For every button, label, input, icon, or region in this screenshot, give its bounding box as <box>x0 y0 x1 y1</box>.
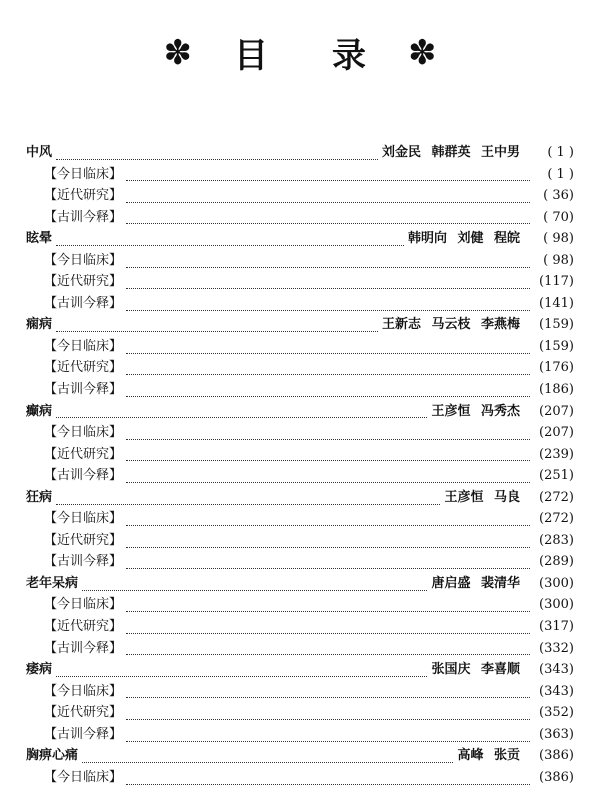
toc-chapter-row[interactable] <box>26 487 574 509</box>
chapter-authors: 张国庆 李喜顺 <box>431 662 520 678</box>
leader-dots <box>126 538 530 548</box>
toc-section-row[interactable] <box>26 422 574 444</box>
toc-section-row[interactable] <box>26 336 574 358</box>
title-char-right: 录 <box>332 36 366 76</box>
section-label: 【今日临床】 <box>44 683 123 699</box>
toc-chapter-row[interactable] <box>26 314 574 336</box>
chapter-title: 胸痹心痛 <box>26 748 79 764</box>
leader-dots <box>56 322 378 332</box>
page-number: (239) <box>539 446 574 462</box>
page-number: (186) <box>539 382 574 398</box>
chapter-authors: 王彦恒 冯秀杰 <box>431 403 520 419</box>
section-label: 【古训今释】 <box>44 295 123 311</box>
page-number: (283) <box>539 532 574 548</box>
toc-section-row[interactable] <box>26 681 574 703</box>
chapter-authors: 韩明向 刘健 程皖 <box>407 231 520 247</box>
leader-dots <box>56 667 427 677</box>
toc-section-row[interactable] <box>26 444 574 466</box>
toc-chapter-row[interactable] <box>26 745 574 767</box>
table-of-contents <box>26 142 574 788</box>
page-number: ( 36) <box>543 188 574 204</box>
page-number: (343) <box>539 683 574 699</box>
toc-section-row[interactable] <box>26 508 574 530</box>
page-number: (386) <box>539 748 574 764</box>
page-number: (159) <box>539 317 574 333</box>
section-label: 【今日临床】 <box>44 597 123 613</box>
leader-dots <box>82 581 427 591</box>
section-label: 【古训今释】 <box>44 209 123 225</box>
page-number: (272) <box>539 511 574 527</box>
toc-section-row[interactable] <box>26 767 574 789</box>
toc-section-row[interactable] <box>26 250 574 272</box>
section-label: 【近代研究】 <box>44 360 123 376</box>
leader-dots <box>126 710 530 720</box>
leader-dots <box>126 344 530 354</box>
page-number: (352) <box>539 705 574 721</box>
toc-section-row[interactable] <box>26 357 574 379</box>
leader-dots <box>56 150 378 160</box>
toc-chapter-row[interactable] <box>26 573 574 595</box>
leader-dots <box>126 171 530 181</box>
page-number: (300) <box>539 575 574 591</box>
leader-dots <box>56 495 440 505</box>
section-label: 【今日临床】 <box>44 338 123 354</box>
chapter-title: 眩晕 <box>26 231 53 247</box>
section-label: 【今日临床】 <box>44 166 123 182</box>
leader-dots <box>56 236 404 246</box>
toc-section-row[interactable] <box>26 724 574 746</box>
leader-dots <box>126 645 530 655</box>
page-number: (272) <box>539 489 574 505</box>
section-label: 【近代研究】 <box>44 619 123 635</box>
chapter-title: 痿病 <box>26 662 53 678</box>
page-number: (141) <box>539 295 574 311</box>
toc-chapter-row[interactable] <box>26 228 574 250</box>
section-label: 【今日临床】 <box>44 511 123 527</box>
page-number: (117) <box>539 274 574 290</box>
page-number: (176) <box>539 360 574 376</box>
chapter-authors: 高峰 张贡 <box>457 748 520 764</box>
chapter-title: 中风 <box>26 145 53 160</box>
toc-section-row[interactable] <box>26 271 574 293</box>
leader-dots <box>126 214 530 224</box>
leader-dots <box>126 451 530 461</box>
section-label: 【近代研究】 <box>44 274 123 290</box>
toc-section-row[interactable] <box>26 207 574 229</box>
page-number: (207) <box>539 425 574 441</box>
section-label: 【近代研究】 <box>44 705 123 721</box>
section-label: 【今日临床】 <box>44 425 123 441</box>
toc-section-row[interactable] <box>26 594 574 616</box>
chapter-authors: 唐启盛 裴清华 <box>431 575 520 591</box>
page-number: (159) <box>539 338 574 354</box>
chapter-authors: 刘金民 韩群英 王中男 <box>381 145 520 160</box>
page-number: (251) <box>539 468 574 484</box>
leader-dots <box>126 430 530 440</box>
flower-ornament-icon: ✽ <box>163 32 192 73</box>
leader-dots <box>126 258 530 268</box>
chapter-title: 狂病 <box>26 489 53 505</box>
page-number: (343) <box>539 662 574 678</box>
leader-dots <box>82 753 453 763</box>
toc-section-row[interactable] <box>26 702 574 724</box>
section-label: 【古训今释】 <box>44 382 123 398</box>
toc-section-row[interactable] <box>26 164 574 186</box>
title-char-left: 目 <box>234 36 268 76</box>
section-label: 【今日临床】 <box>44 252 123 268</box>
flower-ornament-icon: ✽ <box>408 32 437 73</box>
section-label: 【今日临床】 <box>44 769 123 785</box>
page-number: (386) <box>539 769 574 785</box>
page-number: (363) <box>539 726 574 742</box>
toc-section-row[interactable] <box>26 379 574 401</box>
section-label: 【古训今释】 <box>44 726 123 742</box>
toc-chapter-row[interactable] <box>26 659 574 681</box>
chapter-authors: 王彦恒 马良 <box>444 489 520 505</box>
page-number: (289) <box>539 554 574 570</box>
toc-chapter-row[interactable] <box>26 401 574 423</box>
page-number: (300) <box>539 597 574 613</box>
page-number: (332) <box>539 640 574 656</box>
leader-dots <box>126 473 530 483</box>
leader-dots <box>126 301 530 311</box>
toc-section-row[interactable] <box>26 293 574 315</box>
toc-section-row[interactable] <box>26 465 574 487</box>
leader-dots <box>126 516 530 526</box>
chapter-title: 老年呆病 <box>26 575 79 591</box>
section-label: 【古训今释】 <box>44 554 123 570</box>
leader-dots <box>126 559 530 569</box>
leader-dots <box>126 193 530 203</box>
page-number: ( 98) <box>543 252 574 268</box>
chapter-title: 痫病 <box>26 317 53 333</box>
page-title <box>0 28 600 77</box>
section-label: 【近代研究】 <box>44 446 123 462</box>
toc-chapter-row[interactable] <box>26 142 574 164</box>
section-label: 【古训今释】 <box>44 468 123 484</box>
leader-dots <box>56 408 427 418</box>
page-number: (207) <box>539 403 574 419</box>
chapter-title: 癫病 <box>26 403 53 419</box>
leader-dots <box>126 365 530 375</box>
section-label: 【古训今释】 <box>44 640 123 656</box>
leader-dots <box>126 387 530 397</box>
leader-dots <box>126 688 530 698</box>
page-number: ( 1 ) <box>547 145 574 160</box>
leader-dots <box>126 775 530 785</box>
leader-dots <box>126 279 530 289</box>
toc-section-row[interactable] <box>26 616 574 638</box>
toc-section-row[interactable] <box>26 185 574 207</box>
chapter-authors: 王新志 马云枝 李燕梅 <box>381 317 520 333</box>
page-number: ( 1 ) <box>547 166 574 182</box>
page-number: ( 98) <box>543 231 574 247</box>
toc-section-row[interactable] <box>26 530 574 552</box>
page-number: ( 70) <box>543 209 574 225</box>
section-label: 【近代研究】 <box>44 188 123 204</box>
page-number: (317) <box>539 619 574 635</box>
leader-dots <box>126 732 530 742</box>
leader-dots <box>126 602 530 612</box>
leader-dots <box>126 624 530 634</box>
section-label: 【近代研究】 <box>44 532 123 548</box>
toc-section-row[interactable] <box>26 551 574 573</box>
toc-section-row[interactable] <box>26 638 574 660</box>
